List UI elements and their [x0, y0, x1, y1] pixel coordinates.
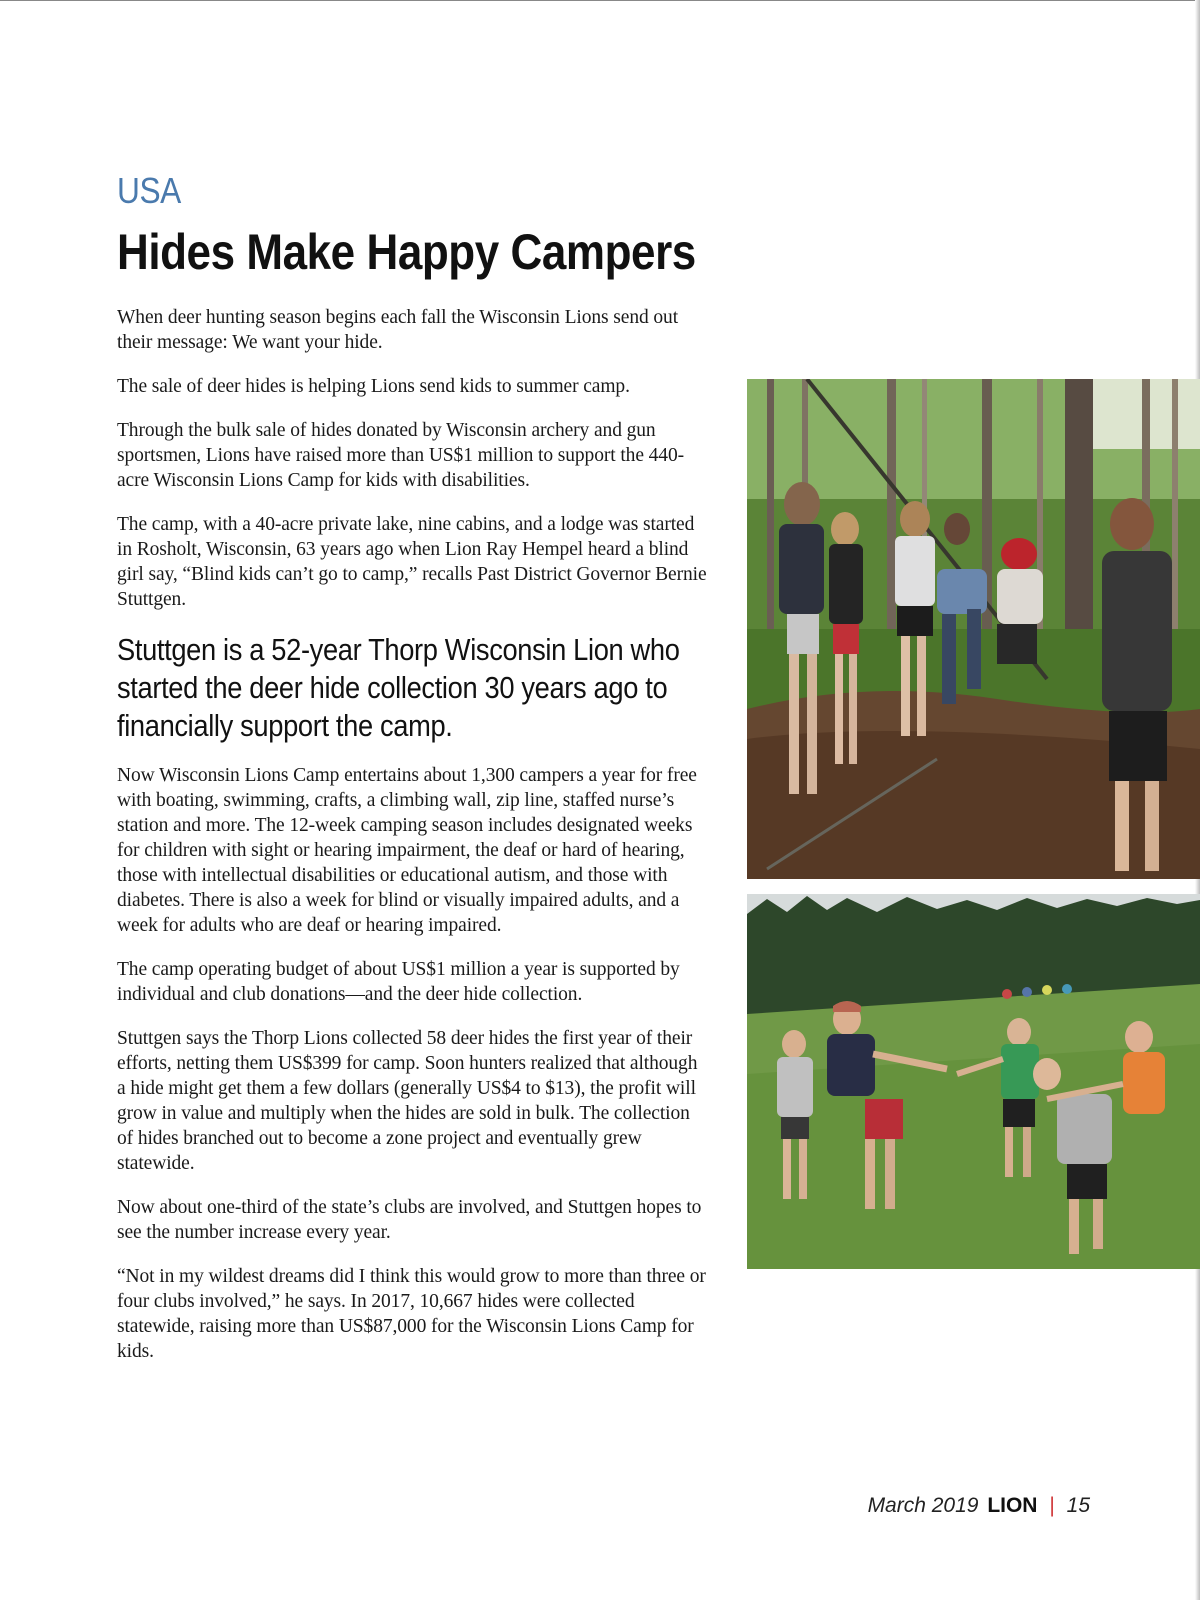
- issue-date: March 2019: [867, 1494, 979, 1517]
- paragraph: The camp operating budget of about US$1 million a year is supported by individual and club donations—and the deer hide collection.: [117, 959, 680, 1005]
- region-label: USA: [117, 170, 181, 211]
- photo-kids-field-image: [747, 894, 1200, 1269]
- photo-kids-field: [747, 894, 1200, 1269]
- paragraph: The camp, with a 40-acre private lake, nine cabins, and a lodge was started in Rosholt, Wisconsin, 63 years ago when Lion Ray Hempel heard a blind girl say, “Blind kids can’t go to camp,” recalls Past District Governor Bernie Stuttgen.: [117, 514, 707, 610]
- paragraph: Now about one-third of the state’s clubs are involved, and Stuttgen hopes to see the number increase every year.: [117, 1197, 702, 1243]
- page-top-edge: [0, 0, 1200, 1]
- paragraph: When deer hunting season begins each fall the Wisconsin Lions send out their message: We want your hide.: [117, 307, 679, 353]
- photo-ropes-course-image: [747, 379, 1200, 879]
- article: [117, 170, 707, 1383]
- photo-ropes-course: [747, 379, 1200, 879]
- folio-separator: |: [1049, 1494, 1055, 1517]
- paragraph: Now Wisconsin Lions Camp entertains about 1,300 campers a year for free with boating, swimming, crafts, a climbing wall, zip line, staffed nurse’s station and more. The 12-week camping season includes designated weeks for children with sight or hearing impairment, the deaf or hard of hearing, those with intellectual disabilities or educational autism, and those with diabetes. There is also a week for blind or visually impaired adults, and a week for adults who are deaf or hearing impaired.: [117, 765, 697, 936]
- page-number: 15: [1066, 1494, 1090, 1517]
- magazine-name: LION: [987, 1494, 1038, 1517]
- pull-quote: Stuttgen is a 52-year Thorp Wisconsin Lion who started the deer hide collection 30 years ago to financially support the camp.: [117, 632, 680, 743]
- article-headline: Hides Make Happy Campers: [117, 224, 696, 280]
- paragraph: Stuttgen says the Thorp Lions collected 58 deer hides the first year of their efforts, netting them US$399 for camp. Soon hunters realized that although a hide might get them a few dollars (generally US$4 to $13), the profit will grow in value and multiply when the hides are sold in bulk. The collection of hides branched out to become a zone project and eventually grew statewide.: [117, 1028, 698, 1174]
- article-body: [117, 305, 707, 1364]
- paragraph: The sale of deer hides is helping Lions send kids to summer camp.: [117, 376, 630, 397]
- page-folio: [868, 1494, 1090, 1518]
- paragraph: Through the bulk sale of hides donated by Wisconsin archery and gun sportsmen, Lions have raised more than US$1 million to support the 440-acre Wisconsin Lions Camp for kids with disabilities.: [117, 420, 684, 491]
- paragraph: “Not in my wildest dreams did I think this would grow to more than three or four clubs involved,” he says. In 2017, 10,667 hides were collected statewide, raising more than US$87,000 for the Wisconsin Lions Camp for kids.: [117, 1266, 706, 1362]
